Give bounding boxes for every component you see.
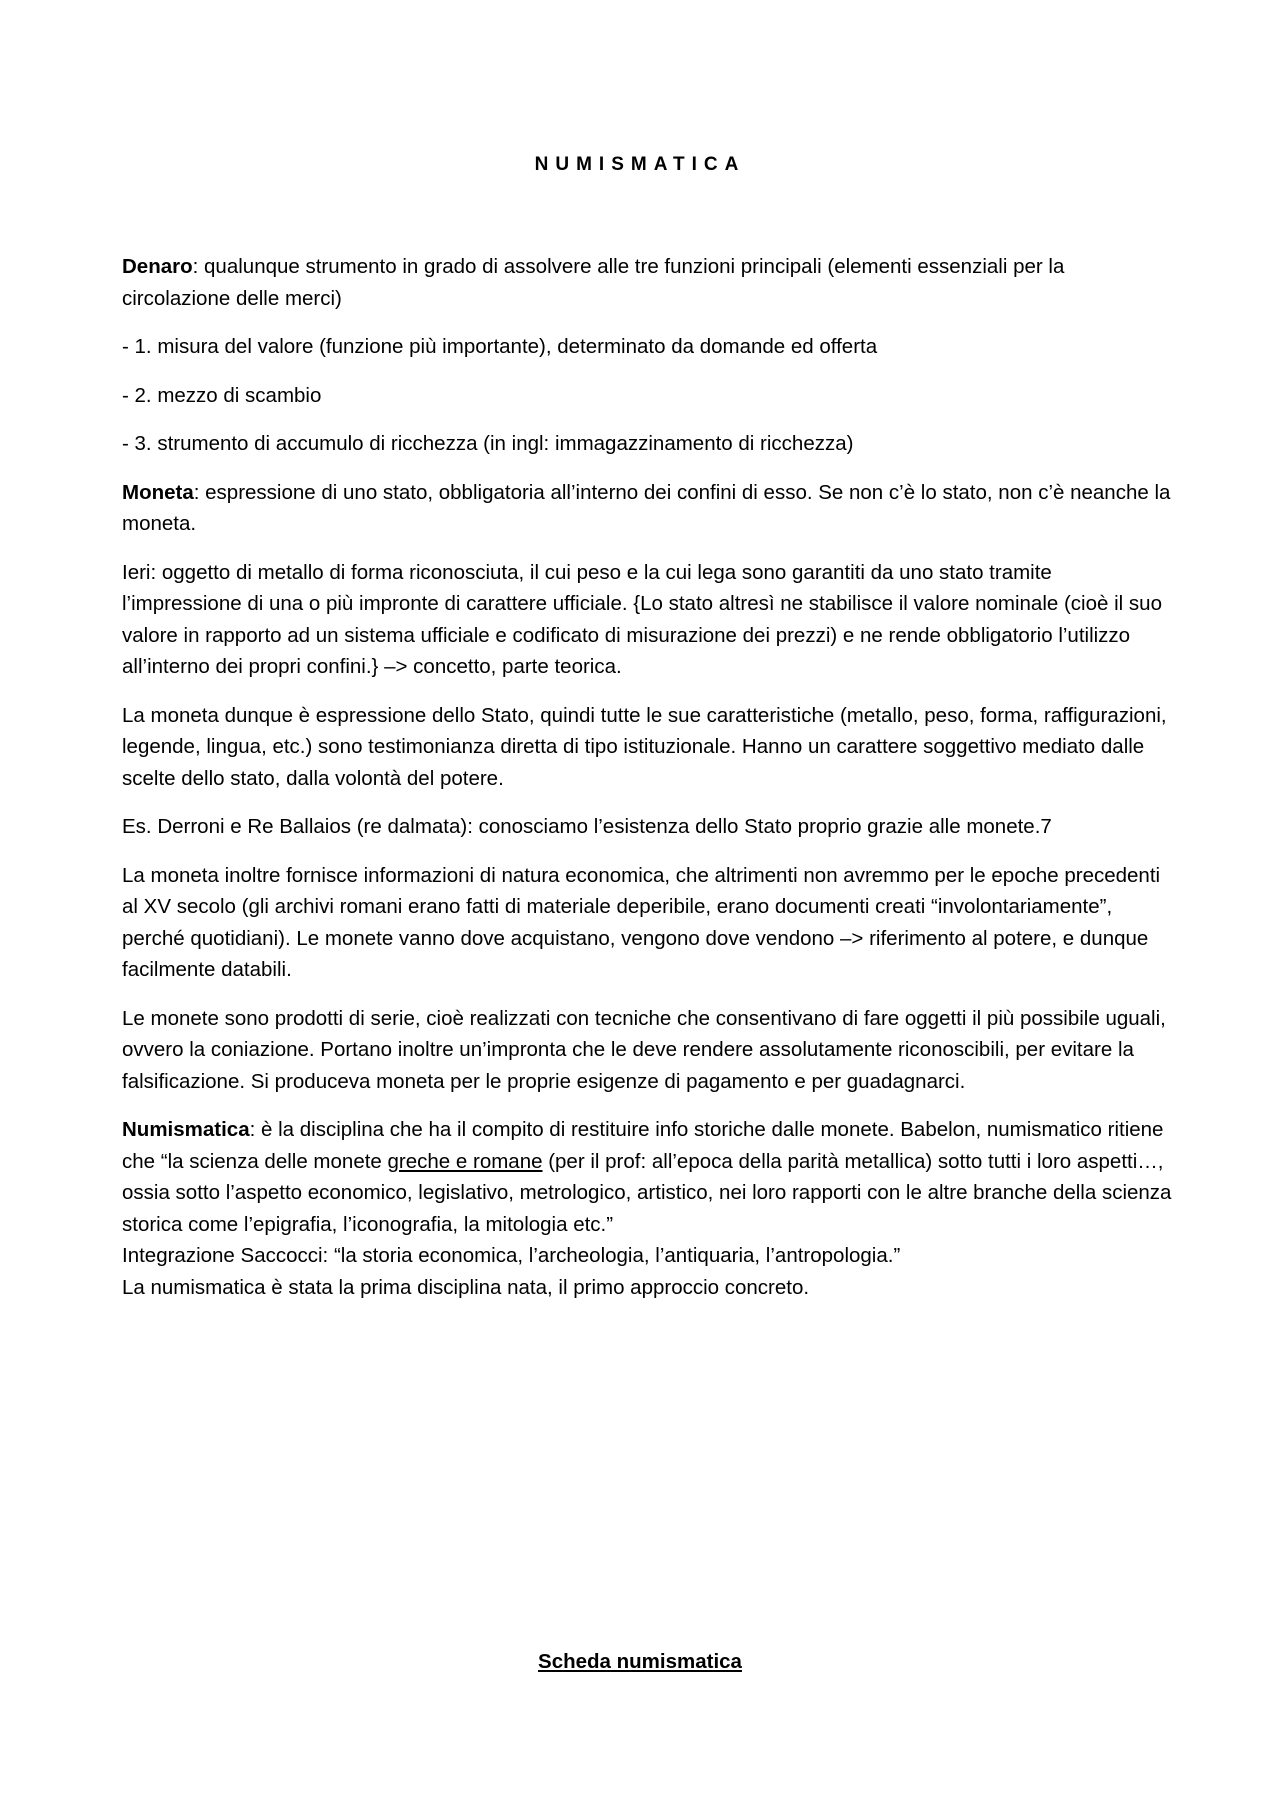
term-moneta: Moneta	[122, 480, 194, 504]
definition-numismatica-text-before: : è la disciplina che ha il compito di restituire info storiche dalle monete. Babelon, numismatico ritiene che “la scienza delle monete	[122, 1118, 1164, 1173]
paragraph-informazioni-economiche: La moneta inoltre fornisce informazioni di natura economica, che altrimenti non avremmo per le epoche precedenti al XV secolo (gli archivi romani erano fatti di materiale deperibile, erano documenti creati “involontariamente”, perché quotidiani). Le monete vanno dove acquistano, vengono dove vendono –> riferimento al potere, e dunque facilmente databili.	[122, 863, 1161, 981]
definition-numismatica-text-after: (per il prof: all’epoca della parità metallica) sotto tutti i loro aspetti…, ossia sotto l’aspetto economico, legislativo, metrologico, artistico, nei loro rapporti con le altre branche della scienza storica come l’epigrafia, l’iconografia, la mitologia etc.”	[122, 1149, 1172, 1236]
paragraph-prodotti-di-serie: Le monete sono prodotti di serie, cioè realizzati con tecniche che consentivano di fare oggetti il più possibile uguali, ovvero la coniazione. Portano inoltre un’impronta che le deve rendere assolutamente riconoscibili, per evitare la falsificazione. Si produceva moneta per le proprie esigenze di pagamento e per guadagnarci.	[122, 1006, 1166, 1093]
definition-denaro-text: : qualunque strumento in grado di assolvere alle tre funzioni principali (elementi essenziali per la circolazione delle merci)	[122, 255, 1065, 310]
paragraph-ieri: Ieri: oggetto di metallo di forma riconosciuta, il cui peso e la cui lega sono garantiti da uno stato tramite l’impressione di una o più impronte di carattere ufficiale. {Lo stato altresì ne stabilisce il valore nominale (cioè il suo valore in rapporto ad un sistema ufficiale e codificato di misurazione dei prezzi) e ne rende obbligatorio l’utilizzo all’interno dei propri confini.} –> concetto, parte teorica.	[122, 560, 1162, 678]
function-item-3: - 3. strumento di accumulo di ricchezza (in ingl: immagazzinamento di ricchezza)	[122, 432, 854, 455]
definition-moneta-text: : espressione di uno stato, obbligatoria all’interno dei confini di esso. Se non c’è lo stato, non c’è neanche la moneta.	[122, 480, 1171, 535]
section-title-scheda: Scheda numismatica	[538, 1650, 742, 1673]
integrazione-saccocci: Integrazione Saccocci: “la storia economica, l’archeologia, l’antiquaria, l’antropologia.”	[122, 1244, 901, 1267]
definition-numismatica	[122, 1114, 1172, 1303]
definition-denaro	[122, 251, 1172, 314]
document-title: NUMISMATICA	[534, 154, 746, 175]
definition-moneta	[122, 477, 1172, 540]
paragraph-esempio: Es. Derroni e Re Ballaios (re dalmata): conosciamo l’esistenza dello Stato proprio grazie alle monete.7	[122, 815, 1052, 838]
document-body	[122, 251, 1172, 1320]
paragraph-espressione-stato: La moneta dunque è espressione dello Stato, quindi tutte le sue caratteristiche (metallo, peso, forma, raffigurazioni, legende, lingua, etc.) sono testimonianza diretta di tipo istituzionale. Hanno un carattere soggettivo mediato dalle scelte dello stato, dalla volontà del potere.	[122, 703, 1167, 790]
function-item-1: - 1. misura del valore (funzione più importante), determinato da domande ed offerta	[122, 335, 878, 358]
term-numismatica: Numismatica	[122, 1118, 250, 1141]
numismatica-closing: La numismatica è stata la prima disciplina nata, il primo approccio concreto.	[122, 1275, 810, 1299]
term-denaro: Denaro	[122, 255, 193, 278]
function-item-2: - 2. mezzo di scambio	[122, 383, 322, 407]
underlined-greche-e-romane: greche e romane	[387, 1149, 543, 1173]
